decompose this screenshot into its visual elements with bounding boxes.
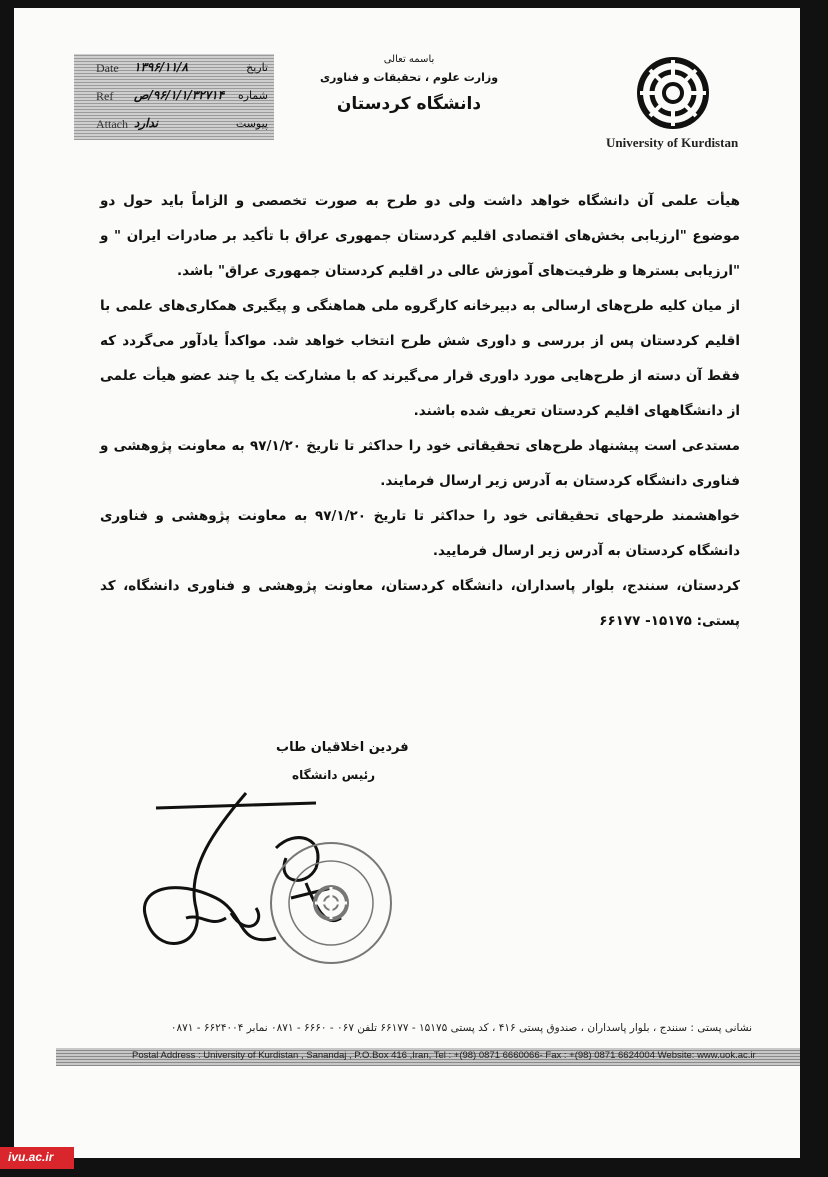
body-paragraph: مستدعی است پیشنهاد طرح‌های تحقیقاتی خود را حداکثر تا تاریخ ۹۷/۱/۲۰ به معاونت پژوهشی و فناوری دانشگاه کردستان به آدرس زیر ارسال فرمایند. [100,429,740,499]
attach-label-en: Attach [96,117,128,132]
watermark-text: ivu.ac.ir [8,1150,53,1164]
date-value: ۱۳۹۶/۱۱/۸ [134,60,188,74]
date-label-en: Date [96,61,119,76]
body-paragraph: هیأت علمی آن دانشگاه خواهد داشت ولی دو طرح به صورت تخصصی و الزاماً باید حول دو موضوع "ارزیابی بخش‌های اقتصادی اقلیم کردستان جمهوری عراق با تأکید بر صادرات ایران " و "ارزیابی بسترها و ظرفیت‌های آموزش عالی در اقلیم کردستان جمهوری عراق" باشد. [100,184,740,289]
letter-page [14,8,800,1158]
footer-address-en: Postal Address : University of Kurdistan , Sanandaj , P.O.Box 416 ,Iran, Tel : +(98) 0871 6660066- Fax : +(98) 0871 6624004 Website: www.uok.ac.ir [132,1050,756,1061]
footer-band [56,1048,800,1066]
signatory-title: رئیس دانشگاه [292,768,375,782]
letter-body [100,184,740,639]
site-watermark [0,1147,74,1169]
date-label-fa: تاریخ [246,61,268,74]
ref-label-fa: شماره [238,89,268,102]
university-logo-icon [636,56,710,130]
attach-label-fa: پیوست [236,117,268,130]
signatory-name: فردین اخلاقیان طاب [276,740,409,755]
attach-row [74,114,274,136]
ministry-name: وزارت علوم ، تحقیقات و فناوری [314,71,504,84]
body-paragraph: خواهشمند طرحهای تحقیقاتی خود را حداکثر تا تاریخ ۹۷/۱/۲۰ به معاونت پژوهشی و فناوری دانشگاه کردستان به آدرس زیر ارسال فرمایید. [100,499,740,569]
letterhead [314,54,504,114]
body-paragraph: کردستان، سنندج، بلوار پاسداران، دانشگاه کردستان، معاونت پژوهشی و فناوری دانشگاه، کد پستی: ۱۵۱۷۵- ۶۶۱۷۷ [100,569,740,639]
body-paragraph: از میان کلیه طرح‌های ارسالی به دبیرخانه کارگروه ملی هماهنگی و پیگیری همکاری‌های علمی با اقلیم کردستان پس از بررسی و داوری شش طرح انتخاب خواهد شد. مواکداً یادآور می‌گردد که فقط آن دسته از طرح‌هایی مورد داوری قرار می‌گیرند که با مشارکت یک یا چند عضو هیأت علمی از دانشگاههای اقلیم کردستان تعریف شده باشند. [100,289,740,429]
university-name-fa: دانشگاه کردستان [314,94,504,114]
ref-label-en: Ref [96,89,113,104]
attach-value: ندارد [134,116,158,130]
university-name-en: University of Kurdistan [606,135,738,151]
ref-row [74,86,274,108]
ref-value: ۹۶/۱/۱/۳۲۷۱۴/ص [134,88,224,102]
footer-address-fa: نشانی پستی : سنندج ، بلوار پاسداران ، صندوق پستی ۴۱۶ ، کد پستی ۱۵۱۷۵ - ۶۶۱۷۷ تلفن ۰۶۷ - ۶۶۶۰ - ۰۸۷۱ نمابر ۶۶۲۴۰۰۴ - ۰۸۷۱ [102,1022,752,1034]
letter-meta-box [74,54,274,140]
bismillah: باسمه تعالی [314,54,504,65]
university-seal-icon [266,838,396,968]
date-row [74,58,274,80]
